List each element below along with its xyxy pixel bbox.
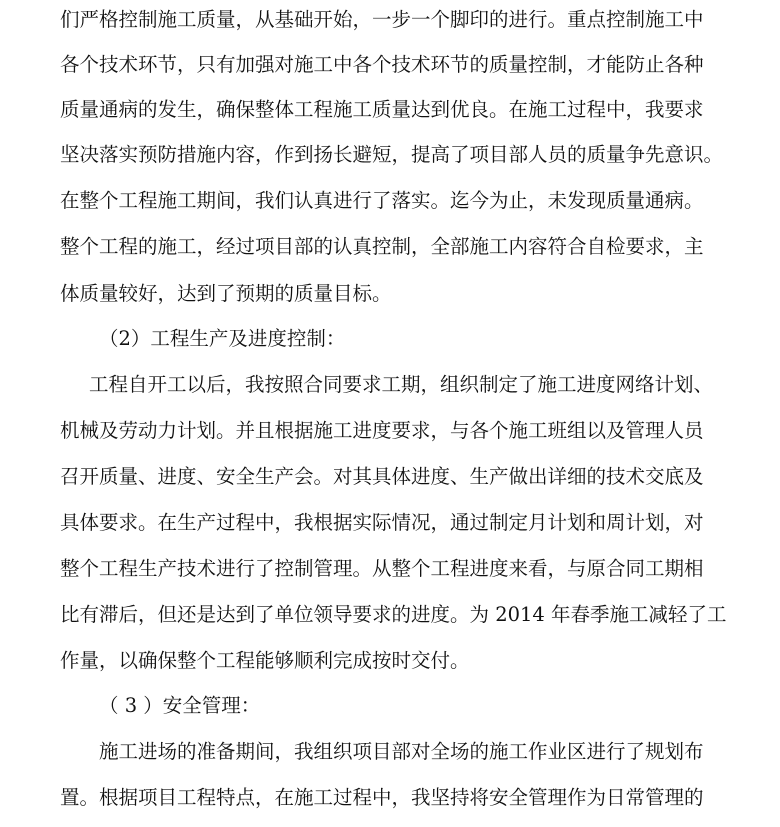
section-heading-progress-control: （2）工程生产及进度控制： [99, 327, 346, 350]
text-line: 体质量较好，达到了预期的质量目标。 [60, 282, 392, 305]
text-line: 作量，以确保整个工程能够顺利完成按时交付。 [60, 649, 470, 672]
text-line: 具体要求。在生产过程中，我根据实际情况，通过制定月计划和周计划，对 [60, 511, 704, 534]
text-line: 比有滞后，但还是达到了单位领导要求的进度。为 2014 年春季施工减轻了工 [60, 603, 727, 626]
text-line: 各个技术环节，只有加强对施工中各个技术环节的质量控制，才能防止各种 [60, 53, 704, 76]
text-line: 施工进场的准备期间，我组织项目部对全场的施工作业区进行了规划布 [99, 740, 704, 763]
text-line: 机械及劳动力计划。并且根据施工进度要求，与各个施工班组以及管理人员 [60, 419, 704, 442]
text-line: 整个工程的施工，经过项目部的认真控制，全部施工内容符合自检要求，主 [60, 235, 704, 258]
text-line: 们严格控制施工质量，从基础开始，一步一个脚印的进行。重点控制施工中 [60, 8, 704, 31]
text-line: 在整个工程施工期间，我们认真进行了落实。迄今为止，未发现质量通病。 [60, 189, 704, 212]
text-line: 整个工程生产技术进行了控制管理。从整个工程进度来看，与原合同工期相 [60, 557, 704, 580]
text-line: 召开质量、进度、安全生产会。对其具体进度、生产做出详细的技术交底及 [60, 465, 704, 488]
section-heading-safety-management: （ 3 ）安全管理： [99, 694, 261, 717]
text-line: 坚决落实预防措施内容，作到扬长避短，提高了项目部人员的质量争先意识。 [60, 143, 724, 166]
text-line: 质量通病的发生，确保整体工程施工质量达到优良。在施工过程中，我要求 [60, 98, 704, 121]
text-line: 工程自开工以后，我按照合同要求工期，组织制定了施工进度网络计划、 [89, 373, 714, 396]
text-line: 置。根据项目工程特点，在施工过程中，我坚持将安全管理作为日常管理的 [60, 786, 704, 809]
